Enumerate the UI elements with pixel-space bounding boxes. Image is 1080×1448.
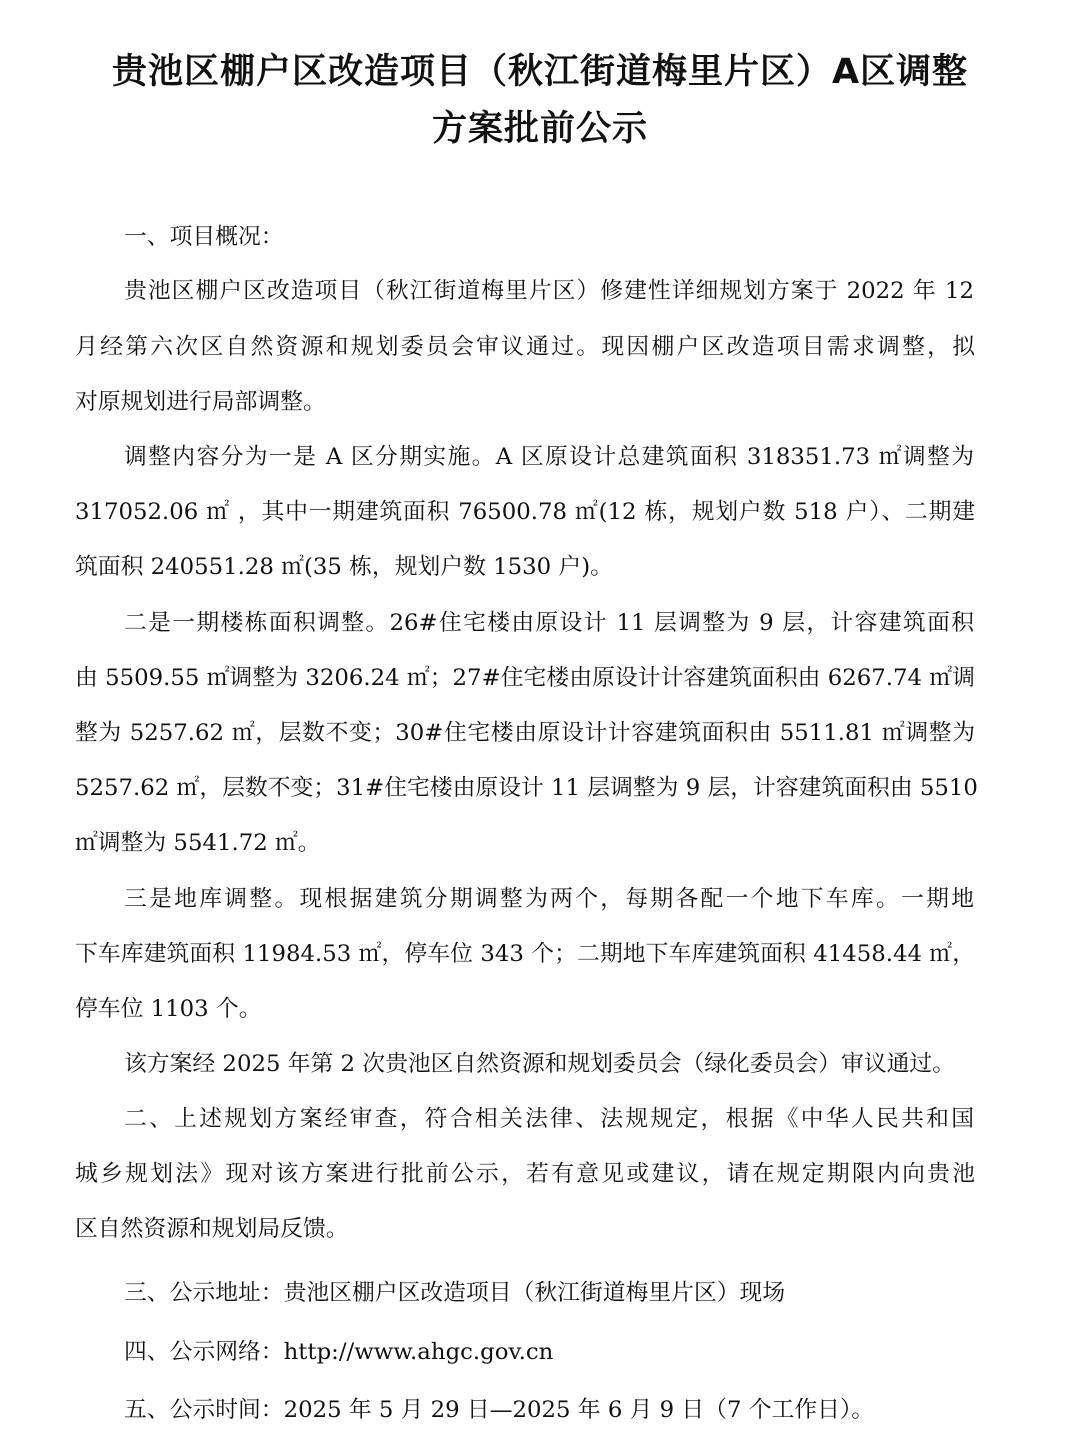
section-5-period: 五、公示时间：2025 年 5 月 29 日—2025 年 6 月 9 日（7 个工作日）。 xyxy=(124,1397,875,1423)
document-title-line-1: 贵池区棚户区改造项目（秋江街道梅里片区）A区调整 xyxy=(111,52,969,92)
paragraph-line: 三是地库调整。现根据建筑分期调整为两个，每期各配一个地下车库。一期地 xyxy=(124,886,974,912)
paragraph-line: ㎡调整为 5541.72 ㎡。 xyxy=(75,830,321,856)
paragraph-line: 调整内容分为一是 A 区分期实施。A 区原设计总建筑面积 318351.73 ㎡调整为 xyxy=(124,444,974,470)
section-1-heading: 一、项目概况： xyxy=(124,224,284,250)
paragraph-line: 该方案经 2025 年第 2 次贵池区自然资源和规划委员会（绿化委员会）审议通过。 xyxy=(124,1051,956,1077)
section-4-website: 四、公示网络：http://www.ahgc.gov.cn xyxy=(124,1339,554,1365)
section-3-address: 三、公示地址：贵池区棚户区改造项目（秋江街道梅里片区）现场 xyxy=(124,1280,786,1306)
paragraph-line: 下车库建筑面积 11984.53 ㎡，停车位 343 个；二期地下车库建筑面积 41458.44 ㎡， xyxy=(75,941,975,967)
section-2-line: 区自然资源和规划局反馈。 xyxy=(75,1216,349,1242)
paragraph-line: 二是一期楼栋面积调整。26#住宅楼由原设计 11 层调整为 9 层，计容建筑面积 xyxy=(124,610,974,636)
section-2-line: 城乡规划法》现对该方案进行批前公示，若有意见或建议，请在规定期限内向贵池 xyxy=(75,1161,975,1187)
paragraph-line: 5257.62 ㎡，层数不变；31#住宅楼由原设计 11 层调整为 9 层，计容建筑面积由 5510 xyxy=(75,775,978,801)
paragraph-line: 贵池区棚户区改造项目（秋江街道梅里片区）修建性详细规划方案于 2022 年 12 xyxy=(124,278,974,304)
section-2-line: 二、上述规划方案经审查，符合相关法律、法规规定，根据《中华人民共和国 xyxy=(124,1106,974,1132)
paragraph-line: 由 5509.55 ㎡调整为 3206.24 ㎡；27#住宅楼由原设计计容建筑面积由 6267.74 ㎡调 xyxy=(75,665,975,691)
paragraph-line: 月经第六次区自然资源和规划委员会审议通过。现因棚户区改造项目需求调整，拟 xyxy=(75,334,975,360)
paragraph-line: 停车位 1103 个。 xyxy=(75,996,262,1022)
document-title-line-2: 方案批前公示 xyxy=(431,109,648,149)
paragraph-line: 筑面积 240551.28 ㎡(35 栋，规划户数 1530 户)。 xyxy=(75,554,613,580)
paragraph-line: 整为 5257.62 ㎡，层数不变；30#住宅楼由原设计计容建筑面积由 5511.81 ㎡调整为 xyxy=(75,720,975,746)
paragraph-line: 对原规划进行局部调整。 xyxy=(75,389,326,415)
paragraph-line: 317052.06 ㎡ ，其中一期建筑面积 76500.78 ㎡(12 栋，规划户数 518 户）、二期建 xyxy=(75,499,975,525)
